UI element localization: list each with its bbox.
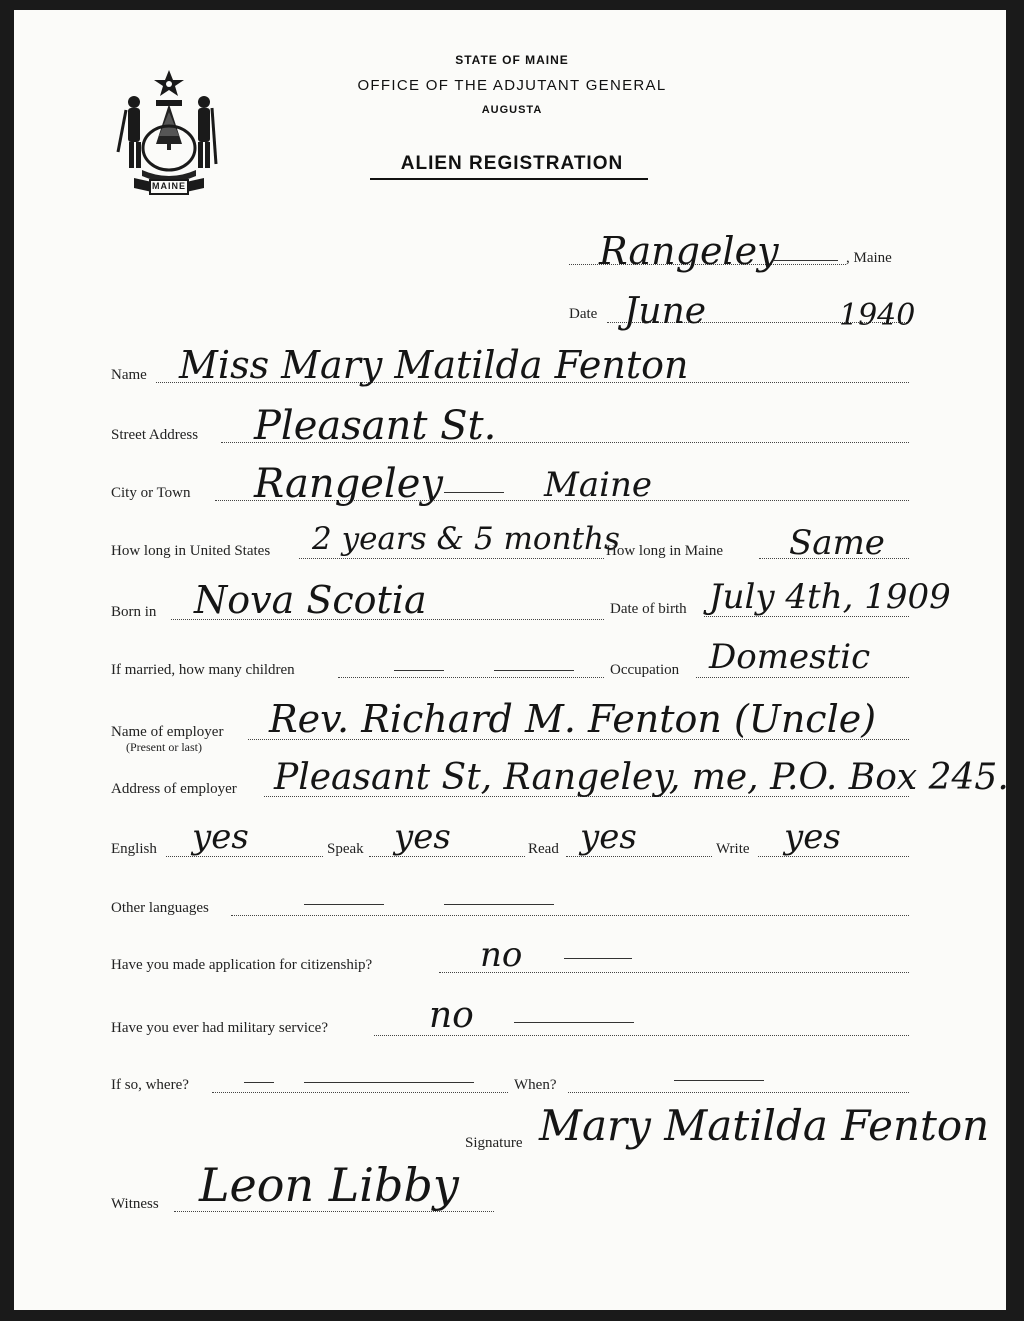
citizenship-dash	[564, 958, 632, 959]
children-dash-1	[394, 670, 444, 671]
date-year-entry: 1940	[839, 298, 916, 333]
header-office: OFFICE OF THE ADJUTANT GENERAL	[357, 77, 667, 94]
name-label: Name	[111, 367, 147, 383]
dob-label: Date of birth	[610, 601, 687, 617]
form-page	[14, 10, 1009, 1310]
us-duration-entry: 2 years & 5 months	[312, 521, 620, 557]
employer-address-label: Address of employer	[111, 781, 237, 797]
name-entry: Miss Mary Matilda Fenton	[179, 343, 689, 387]
other-languages-dash-2	[444, 904, 554, 905]
children-dash-2	[494, 670, 574, 671]
maine-duration-entry: Same	[789, 523, 885, 563]
town-dash	[774, 260, 838, 261]
city-state-entry: Maine	[544, 465, 652, 505]
us-duration-line	[299, 558, 604, 559]
date-label: Date	[569, 306, 598, 322]
employer-address-entry: Pleasant St, Rangeley, me, P.O. Box 245.	[274, 757, 1009, 798]
children-label: If married, how many children	[111, 662, 295, 678]
header-state: STATE OF MAINE	[455, 53, 569, 67]
street-entry: Pleasant St.	[254, 403, 497, 449]
signature-entry: Mary Matilda Fenton	[539, 1101, 990, 1150]
header-city: AUGUSTA	[481, 104, 543, 116]
military-label: Have you ever had military service?	[111, 1020, 328, 1036]
occupation-entry: Domestic	[709, 637, 871, 677]
where-label: If so, where?	[111, 1077, 189, 1093]
english-entry: yes	[192, 817, 249, 857]
other-languages-label: Other languages	[111, 900, 209, 916]
maine-duration-label: How long in Maine	[606, 543, 724, 559]
witness-entry: Leon Libby	[199, 1158, 459, 1212]
english-label: English	[111, 841, 157, 857]
employer-label: Name of employer	[111, 724, 224, 740]
read-label: Read	[528, 841, 559, 857]
dob-entry: July 4th, 1909	[709, 577, 951, 617]
born-entry: Nova Scotia	[194, 578, 427, 622]
us-duration-label: How long in United States	[111, 543, 271, 559]
signature-label: Signature	[465, 1135, 523, 1151]
other-languages-line	[231, 915, 909, 916]
read-entry: yes	[580, 817, 637, 857]
witness-label: Witness	[111, 1196, 159, 1212]
town-suffix: , Maine	[846, 250, 892, 266]
date-month-entry: June	[624, 291, 707, 332]
employer-sublabel: (Present or last)	[126, 740, 202, 754]
speak-label: Speak	[327, 841, 364, 857]
speak-entry: yes	[394, 817, 451, 857]
write-entry: yes	[784, 817, 841, 857]
where-dash-2	[304, 1082, 474, 1083]
street-label: Street Address	[111, 427, 199, 443]
when-label: When?	[514, 1077, 557, 1093]
occupation-line	[696, 677, 909, 678]
employer-entry: Rev. Richard M. Fenton (Uncle)	[269, 697, 877, 741]
children-line	[338, 677, 604, 678]
form-title-underline	[370, 178, 648, 180]
citizenship-label: Have you made application for citizenship?	[111, 957, 373, 973]
when-dash	[674, 1080, 764, 1081]
city-entry: Rangeley	[254, 461, 443, 507]
born-label: Born in	[111, 604, 157, 620]
city-label: City or Town	[111, 485, 191, 501]
other-languages-dash-1	[304, 904, 384, 905]
where-dash-1	[244, 1082, 274, 1083]
write-label: Write	[716, 841, 750, 857]
military-entry: no	[429, 995, 474, 1036]
occupation-label: Occupation	[610, 662, 680, 678]
form-title: ALIEN REGISTRATION	[400, 153, 624, 174]
military-dash	[514, 1022, 634, 1023]
seal-banner-text: MAINE	[152, 181, 186, 191]
city-dash	[444, 492, 504, 493]
town-entry: Rangeley	[599, 229, 779, 273]
citizenship-entry: no	[480, 935, 523, 975]
where-line	[212, 1092, 508, 1093]
when-line	[568, 1092, 909, 1093]
